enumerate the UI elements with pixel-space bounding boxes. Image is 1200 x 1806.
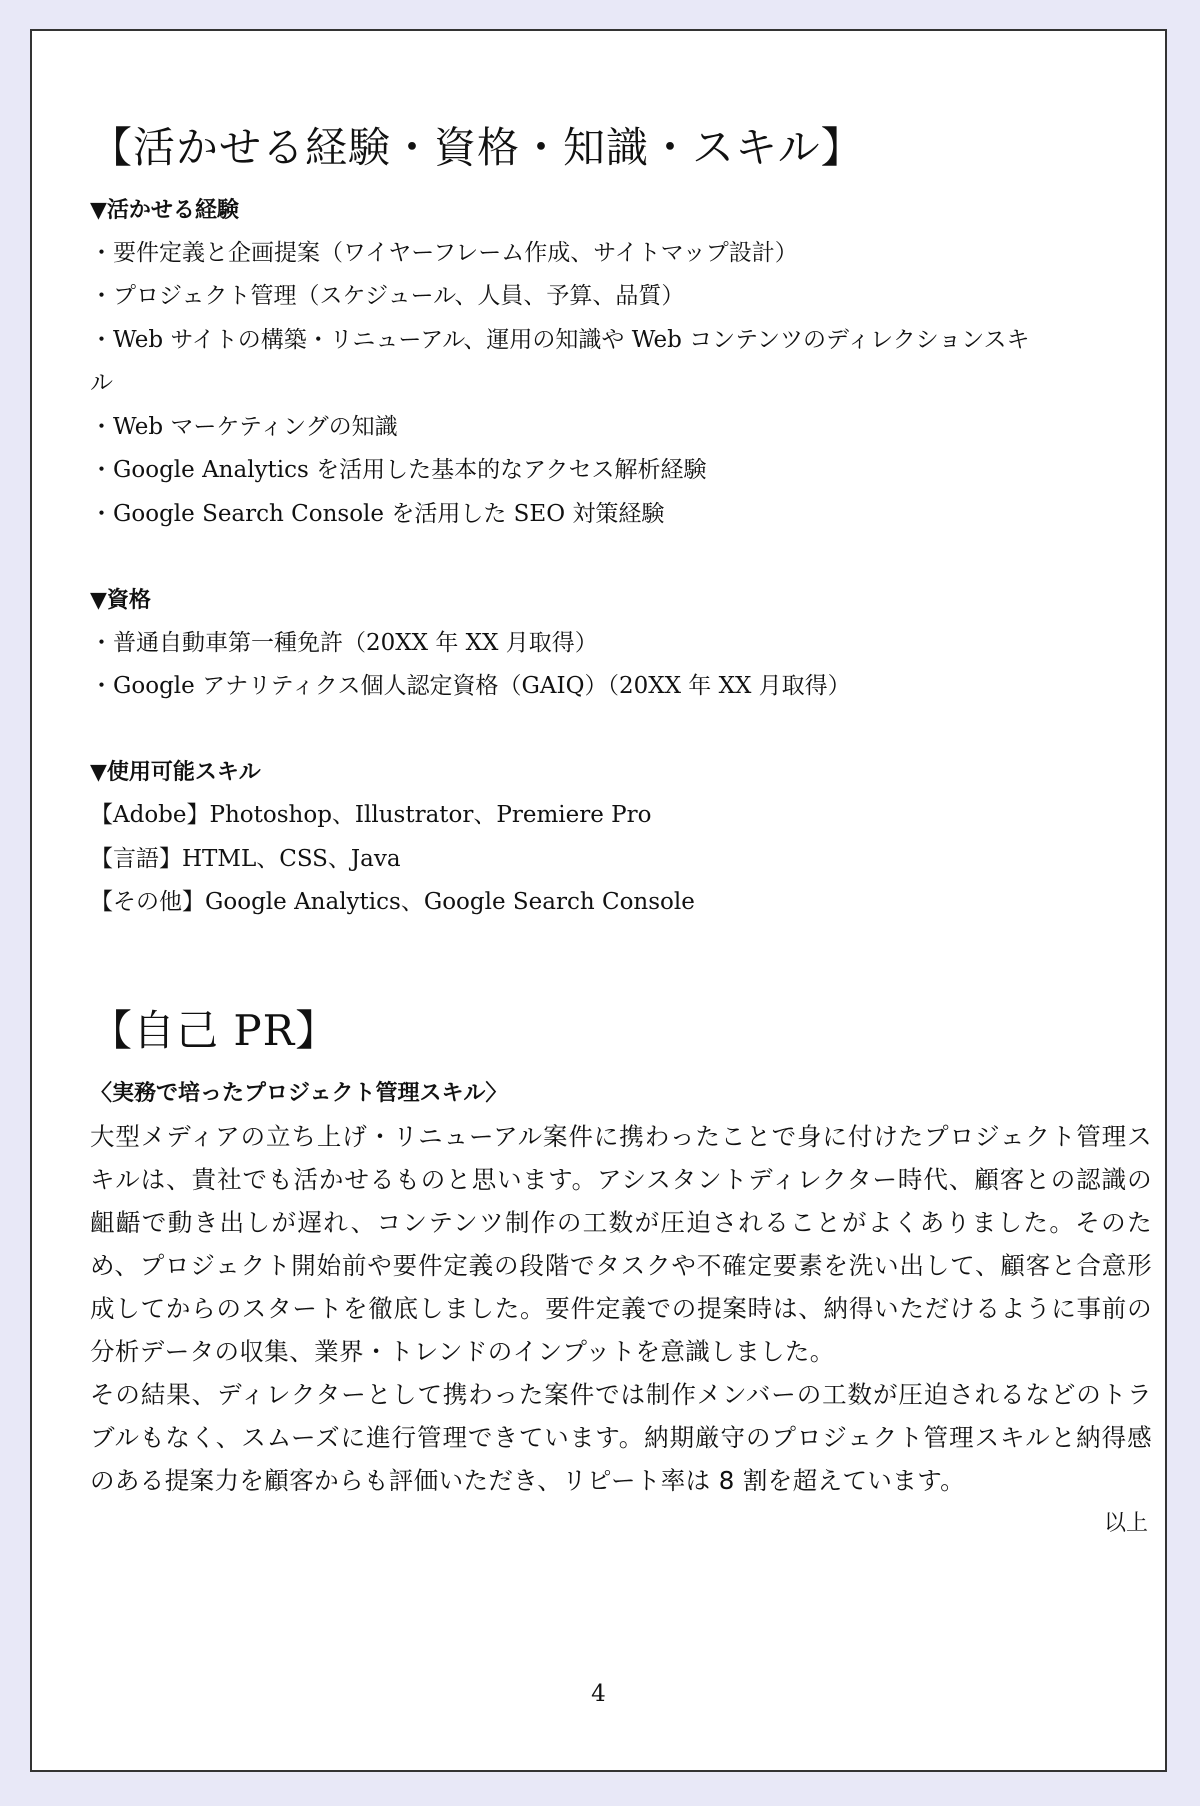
tool-item: 【Adobe】Photoshop、Illustrator、Premiere Pro	[90, 802, 652, 829]
tool-item: 【言語】HTML、CSS、Java	[90, 845, 401, 872]
qualification-item: ・Google アナリティクス個人認定資格（GAIQ）（20XX 年 XX 月取得）	[90, 673, 851, 700]
pr-subheading: 〈実務で培ったプロジェクト管理スキル〉	[90, 1080, 508, 1106]
page-number: 4	[591, 1681, 606, 1707]
qualifications-heading: ▼資格	[90, 587, 151, 613]
pr-section-title: 【自己 PR】	[90, 1006, 339, 1056]
skills-section-title: 【活かせる経験・資格・知識・スキル】	[90, 123, 864, 172]
experience-item-continuation: ル	[90, 370, 113, 397]
experience-item: ・プロジェクト管理（スケジュール、人員、予算、品質）	[90, 283, 685, 310]
spacer	[90, 536, 1152, 580]
experience-item: ・要件定義と企画提案（ワイヤーフレーム作成、サイトマップ設計）	[90, 239, 798, 266]
page-content	[90, 91, 1152, 1545]
experience-item: ・Google Analytics を活用した基本的なアクセス解析経験	[90, 457, 707, 484]
closing-text: 以上	[1103, 1510, 1148, 1536]
document-page	[30, 29, 1167, 1772]
tools-heading: ▼使用可能スキル	[90, 760, 261, 786]
spacer	[90, 925, 1152, 969]
pr-paragraph: その結果、ディレクターとして携わった案件では制作メンバーの工数が圧迫されるなどのトラブルもなく、スムーズに進行管理できています。納期厳守のプロジェクト管理スキルと納得感のある提案力を顧客からも評価いただき、リピート率は 8 割を超えています。	[90, 1379, 1152, 1495]
experience-item: ・Web サイトの構築・リニューアル、運用の知識や Web コンテンツのディレクションスキ	[90, 326, 1030, 353]
qualification-item: ・普通自動車第一種免許（20XX 年 XX 月取得）	[90, 629, 598, 656]
spacer	[90, 709, 1152, 753]
experience-heading: ▼活かせる経験	[90, 197, 239, 223]
tool-item: 【その他】Google Analytics、Google Search Console	[90, 889, 695, 916]
experience-item: ・Web マーケティングの知識	[90, 413, 398, 440]
pr-paragraph: 大型メディアの立ち上げ・リニューアル案件に携わったことで身に付けたプロジェクト管理スキルは、貴社でも活かせるものと思います。アシスタントディレクター時代、顧客との認識の齟齬で動き出しが遅れ、コンテンツ制作の工数が圧迫されることがよくありました。そのため、プロジェクト開始前や要件定義の段階でタスクや不確定要素を洗い出して、顧客と合意形成してからのスタートを徹底しました。要件定義での提案時は、納得いただけるように事前の分析データの収集、業界・トレンドのインプットを意識しました。	[90, 1121, 1152, 1366]
experience-item: ・Google Search Console を活用した SEO 対策経験	[90, 500, 665, 527]
